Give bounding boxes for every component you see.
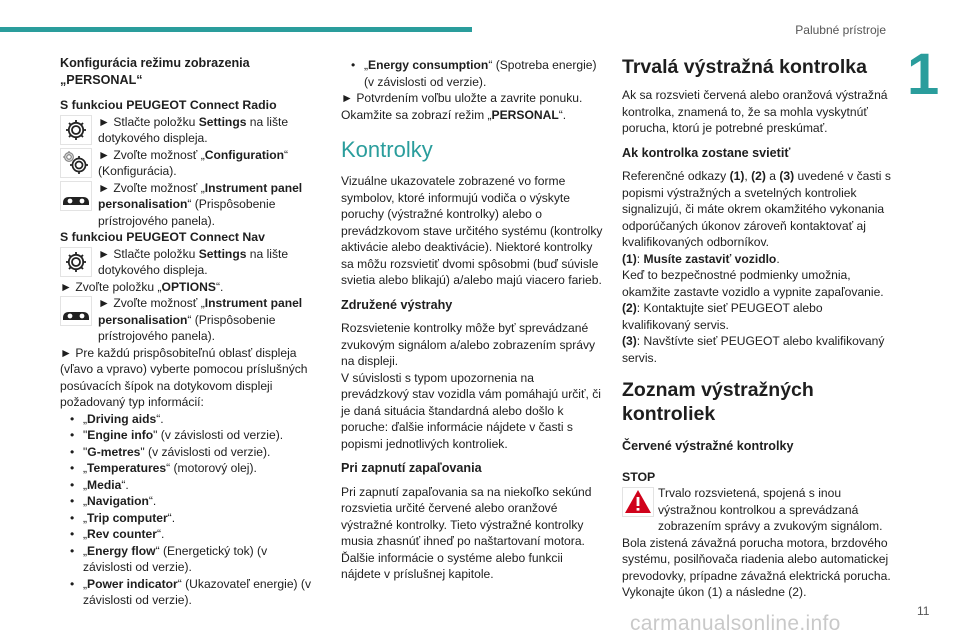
running-header: Palubné prístroje	[795, 23, 886, 37]
header-accent-bar	[0, 27, 472, 32]
options-list-continued	[341, 57, 603, 90]
list-item: • "G-metres" (v závislosti od verzie).	[70, 444, 318, 461]
trvala-heading: Trvalá výstražná kontrolka	[622, 56, 867, 78]
list-item: • „Navigation“.	[70, 493, 318, 510]
instrument-panel-icon	[60, 296, 92, 326]
page-number: 11	[917, 604, 930, 618]
instruction-instrument-panel-nav: ► Zvoľte možnosť „Instrument panel personalisation“ (Prispôsobenie prístrojového panela).	[60, 295, 318, 345]
connect-nav-title: S funkciou PEUGEOT Connect Nav	[60, 230, 265, 244]
confirm-step: ► Potvrdením voľbu uložte a zavrite ponuku.	[341, 91, 583, 105]
column-middle	[341, 57, 603, 583]
chapter-tab	[907, 42, 960, 108]
kontrolky-intro: Vizuálne ukazovatele zobrazené vo forme symbolov, ktoré informujú vodiča o výskyte poruchy (výstražné kontrolky) alebo o prevádzkovom stave určitého systému (kontrolky aktivácie alebo deaktivácie). Niektoré kontrolky sa môžu rozsvietiť dvomi spôsobmi (buď súvisle svietia alebo blikajú) a/alebo majú viacero farieb.	[341, 174, 603, 287]
zdruzene-p1: Rozsvietenie kontrolky môže byť sprevádzané zvukovým signálom a/alebo zobrazením správy na displeji.	[341, 321, 596, 368]
gear-icon	[60, 115, 92, 145]
trvala-text: Ak sa rozsvieti červená alebo oranžová výstražná kontrolka, znamená to, že sa mohla vyskytnúť porucha, ktorú je potrebné preskúmať.	[622, 88, 888, 135]
instruction-instrument-panel: ► Zvoľte možnosť „Instrument panel personalisation“ (Prispôsobenie prístrojového panela).	[60, 180, 318, 230]
ak-heading: Ak kontrolka zostane svietiť	[622, 145, 791, 160]
mode-text: Okamžite sa zobrazí režim „PERSONAL“.	[341, 107, 567, 122]
instruction-settings: ► Stlačte položku Settings na lište dotykového displeja.	[60, 114, 318, 147]
column-right	[622, 55, 892, 601]
zdruzene-p2: V súvislosti s typom upozornenia na prevádzkový stav vozidla vám pomáhajú určiť, či je daná situácia štandardná alebo došlo k poruche: ďalšie informácie nájdete v časti s popismi jednotlivých kontroliek.	[341, 370, 601, 451]
level-1-text: Keď to bezpečnostné podmienky umožnia, okamžite zastavte vozidlo a vypnite zapaľovanie.	[622, 268, 884, 299]
list-item: • „Driving aids“.	[70, 411, 318, 428]
stop-p2: Bola zistená závažná porucha motora, brzdového systému, posilňovača riadenia alebo automatickej prevodovky, prípadne závažná elektrická porucha.	[622, 535, 891, 583]
level-2: (2): Kontaktujte sieť PEUGEOT alebo kvalifikovaný servis.	[622, 301, 823, 332]
zapnuti-p1: Pri zapnutí zapaľovania sa na niekoľko sekúnd rozsvietia určité červené alebo oranžové výstražné kontrolky. Tieto výstražné kontrolky musia zhasnúť ihneď po naštartovaní motora.	[341, 484, 592, 548]
zapnuti-heading: Pri zapnutí zapaľovania	[341, 461, 482, 475]
gear-icon	[60, 247, 92, 277]
instrument-panel-icon	[60, 181, 92, 211]
instruction-settings-nav: ► Stlačte položku Settings na lište dotykového displeja.	[60, 246, 318, 279]
level-3: (3): Navštívte sieť PEUGEOT alebo kvalifikovaný servis.	[622, 334, 885, 365]
kontrolky-heading: Kontrolky	[341, 137, 433, 162]
watermark: carmanualsonline.info	[630, 612, 841, 635]
zoznam-heading: Zoznam výstražných kontroliek	[622, 379, 814, 425]
list-item: • „Power indicator“ (Ukazovateľ energie) (v závislosti od verzie).	[70, 576, 318, 609]
zapnuti-p2: Ďalšie informácie o systéme alebo funkcii nájdete v príslušnej kapitole.	[341, 550, 563, 581]
list-item: • „Temperatures“ (motorový olej).	[70, 460, 318, 477]
list-item: • „Energy consumption“ (Spotreba energie) (v závislosti od verzie).	[351, 57, 603, 90]
warning-triangle-icon	[622, 487, 654, 517]
list-item: • „Media“.	[70, 477, 318, 494]
column-left	[60, 55, 318, 609]
instruction-configuration: ► Zvoľte možnosť „Configuration“ (Konfigurácia).	[60, 147, 318, 180]
ak-p1: Referenčné odkazy (1), (2) a (3) uvedené v časti s popismi výstražných a svetelných kontroliek signalizujú, či máte okrem okamžitého vykonania odporúčaných úkonov zároveň kontaktovať aj kvalifikovaných odborníkov.	[622, 169, 891, 249]
list-item: • „Trip computer“.	[70, 510, 318, 527]
stop-description: Trvalo rozsvietená, spojená s inou výstražnou kontrolkou a sprevádzaná zobrazením správy a zvukovým signálom.	[622, 485, 892, 535]
list-item: • „Energy flow“ (Energetický tok) (v závislosti od verzie).	[70, 543, 318, 576]
connect-radio-title: S funkciou PEUGEOT Connect Radio	[60, 98, 277, 112]
step-paragraph: ► Pre každú prispôsobiteľnú oblasť displeja (vľavo a vpravo) vyberte pomocou príslušných posúvacích šípok na dotykovom displeji požadovaný typ informácií:	[60, 345, 308, 409]
level-1: (1): Musíte zastaviť vozidlo.	[622, 251, 780, 266]
zdruzene-heading: Združené výstrahy	[341, 297, 453, 312]
list-item: • "Engine info" (v závislosti od verzie).	[70, 427, 318, 444]
list-item: • „Rev counter“.	[70, 526, 318, 543]
stop-heading: STOP	[622, 469, 656, 484]
gears-icon	[60, 148, 92, 178]
options-list	[60, 411, 318, 609]
chapter-number: 1	[907, 42, 940, 107]
cervene-heading: Červené výstražné kontrolky	[622, 439, 794, 453]
section-heading: Konfigurácia režimu zobrazenia „PERSONAL“	[60, 56, 250, 87]
instruction-options: ► Zvoľte položku „OPTIONS“.	[60, 279, 224, 294]
stop-p3: Vykonajte úkon (1) a následne (2).	[622, 585, 807, 599]
